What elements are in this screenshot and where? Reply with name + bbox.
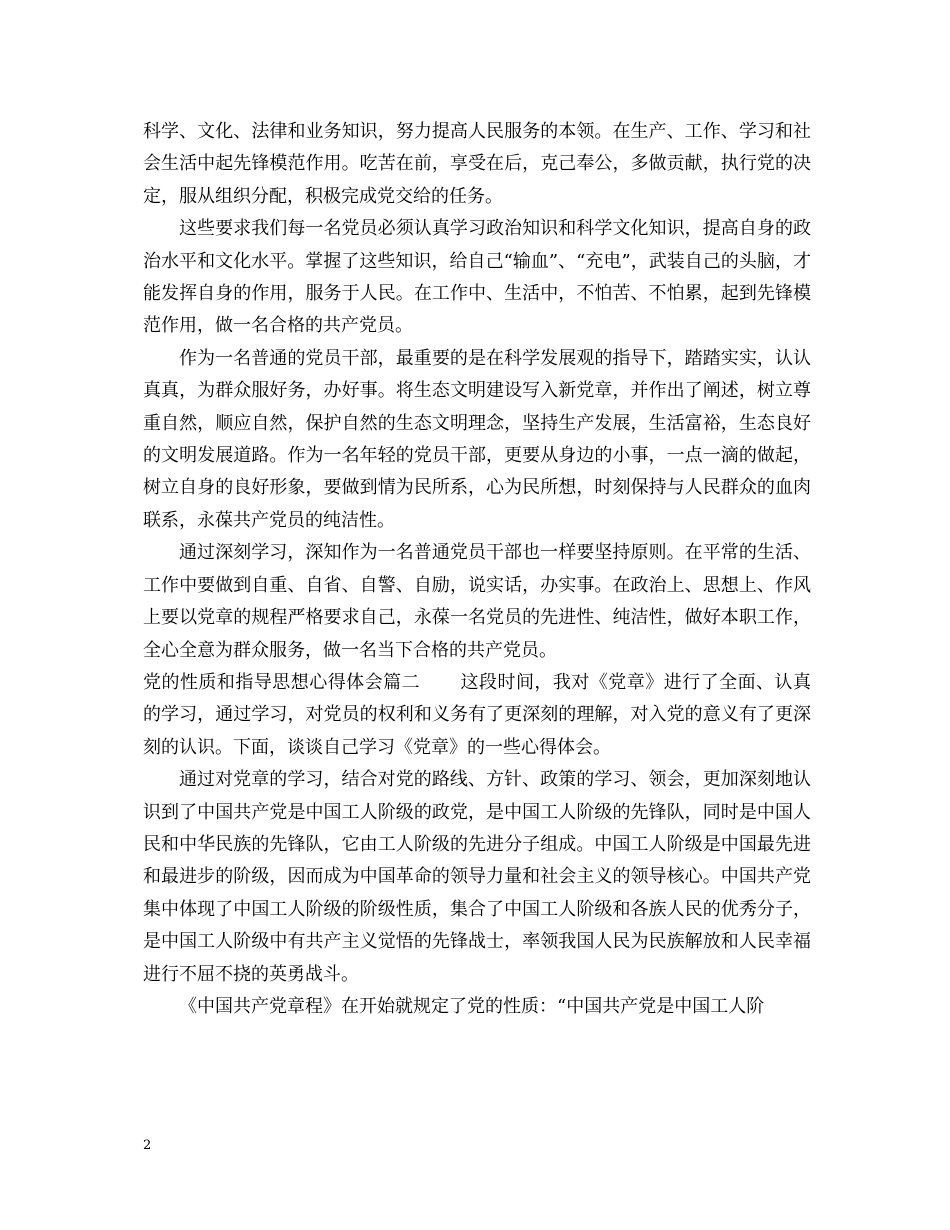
body-paragraph-1: 科学、文化、法律和业务知识，努力提高人民服务的本领。在生产、工作、学习和社会生活中起先锋模范作用。吃苦在前，享受在后，克己奉公，多做贡献，执行党的决定，服从组织分配，积极完成党交给的任务。 (143, 121, 811, 207)
page-number: 2 (143, 1138, 152, 1153)
body-paragraph-5: 通过对党章的学习，结合对党的路线、方针、政策的学习、领会，更加深刻地认识到了中国共产党是中国工人阶级的政党，是中国工人阶级的先锋队，同时是中国人民和中华民族的先锋队，它由工人阶级的先进分子组成。中国工人阶级是中国最先进和最进步的阶级，因而成为中国革命的领导力量和社会主义的领导核心。中国共产党集中体现了中国工人阶级的阶级性质，集合了中国工人阶级和各族人民的优秀分子，是中国工人阶级中有共产主义觉悟的先锋战士，率领我国人民为民族解放和人民幸福进行不屈不挠的英勇战斗。 (143, 769, 811, 985)
body-paragraph-6: 《中国共产党章程》在开始就规定了党的性质：“中国共产党是中国工人阶 (179, 995, 765, 1017)
document-body (143, 116, 811, 1023)
body-paragraph-3: 作为一名普通的党员干部，最重要的是在科学发展观的指导下，踏踏实实，认认真真，为群众服好务，办好事。将生态文明建设写入新党章，并作出了阐述，树立尊重自然，顺应自然，保护自然的生态文明理念，坚持生产发展，生活富裕，生态良好的文明发展道路。作为一名年轻的党员干部，更要从身边的小事，一点一滴的做起，树立自身的良好形象，要做到情为民所系，心为民所想，时刻保持与人民群众的血肉联系，永葆共产党员的纯洁性。 (143, 347, 811, 531)
section-paragraph (143, 667, 811, 764)
section-lead-text: 这段时间，我对《党章》进行了全面、认真的学习，通过学习，对党员的权利和义务有了更深刻的理解，对入党的意义有了更深刻的认识。下面，谈谈自己学习《党章》的一些心得体会。 (143, 671, 812, 758)
body-paragraph-2: 这些要求我们每一名党员必须认真学习政治知识和科学文化知识，提高自身的政治水平和文化水平。掌握了这些知识，给自己“输血”、“充电”，武装自己的头脑，才能发挥自身的作用，服务于人民。在工作中、生活中，不怕苦、不怕累，起到先锋模范作用，做一名合格的共产党员。 (143, 218, 811, 337)
body-paragraph-4: 通过深刻学习，深知作为一名普通党员干部也一样要坚持原则。在平常的生活、工作中要做到自重、自省、自警、自励，说实话，办实事。在政治上、思想上、作风上要以党章的规程严格要求自己，永葆一名党员的先进性、纯洁性，做好本职工作，全心全意为群众服务，做一名当下合格的共产党员。 (143, 542, 811, 661)
section-heading: 党的性质和指导思想心得体会篇二 (143, 671, 421, 693)
